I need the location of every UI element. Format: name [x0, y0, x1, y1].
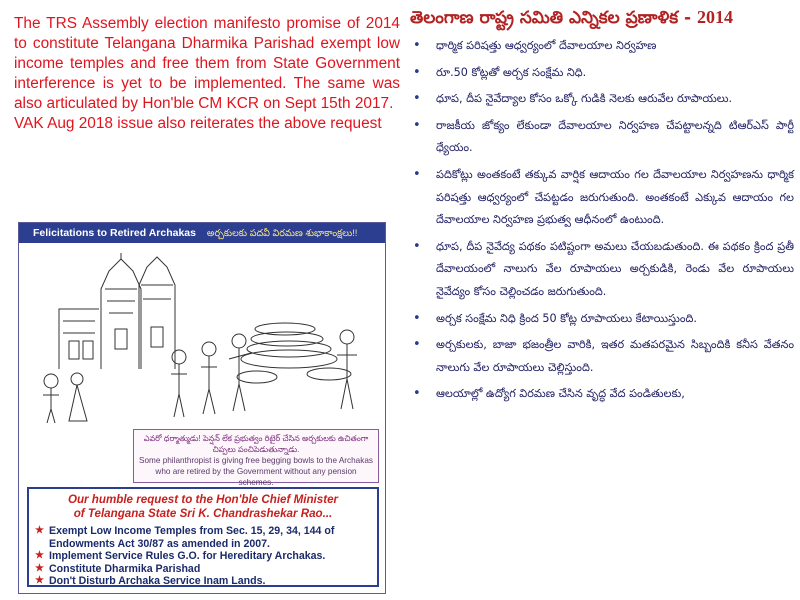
request-heading — [29, 493, 377, 521]
request-item: ★ Don't Disturb Archaka Service Inam Lands. — [35, 575, 266, 587]
request-item: ★ Exempt Low Income Temples from Sec. 15, 29, 34, 144 of Endowments Act 30/87 as amended in 2007. — [35, 525, 335, 550]
request-item: ★ Constitute Dharmika Parishad — [35, 562, 201, 575]
caption-telugu: ఎవరో ధర్మాత్ముడు! పెన్షన్ లేక ప్రభుత్వం రిటైర్ చేసిన అర్చకులకు ఉచితంగా చిప్పలు పంచిపెడుతున్నాడు. — [143, 434, 369, 454]
intro-paragraph-1: The TRS Assembly election manifesto promise of 2014 to constitute Telangana Dharmika Parishad exempt low income temples and free them from State Government interference is yet to be implemented. The same was also articulated by Hon'ble CM KCR on Sept 15th 2017. — [14, 15, 400, 112]
star-icon: ★ — [35, 562, 44, 574]
manifesto-title: తెలంగాణ రాష్ట్ర సమితి ఎన్నికల ప్రణాళిక - 2014 — [410, 7, 733, 28]
request-heading-line-1: Our humble request to the Hon'ble Chief Minister — [67, 493, 339, 506]
manifesto-title-text: తెలంగాణ రాష్ట్ర సమితి ఎన్నికల ప్రణాళిక — [410, 8, 679, 28]
poster-banner-english: Felicitations to Retired Archakas — [33, 227, 196, 239]
poster-banner — [19, 223, 385, 243]
bullet-icon: • — [413, 238, 421, 254]
request-item: ★ Implement Service Rules G.O. for Hereditary Archakas. — [35, 550, 326, 562]
manifesto-item: • ధూప, దీప నైవేద్యాల కోసం ఒక్కో గుడికి నెలకు ఆరువేల రూపాయలు. — [410, 88, 794, 111]
request-heading-line-2: of Telangana State Sri K. Chandrashekar Rao... — [73, 507, 333, 520]
bullet-icon: • — [413, 337, 421, 353]
felicitation-poster — [18, 222, 386, 594]
manifesto-column — [410, 6, 794, 410]
cartoon-illustration — [29, 249, 377, 423]
bullet-icon: • — [413, 310, 421, 326]
manifesto-year: 2014 — [696, 7, 733, 27]
bullet-icon: • — [413, 91, 421, 107]
begging-bowls-drawing — [237, 323, 351, 383]
bullet-icon: • — [413, 117, 421, 133]
bullet-icon: • — [413, 64, 421, 80]
caption-english: Some philanthropist is giving free begging bowls to the Archakas who are retired by the Government without any pension schemes. — [139, 456, 373, 487]
cartoon-caption — [133, 429, 379, 487]
request-list — [29, 525, 377, 588]
poster-banner-telugu: అర్చకులకు పదవీ విరమణ శుభాకాంక్షలు!! — [206, 228, 358, 239]
bullet-icon: • — [413, 386, 421, 402]
temple-gopuram-drawing — [59, 253, 175, 369]
manifesto-item: • ధార్మిక పరిషత్తు ఆధ్వర్యంలో దేవాలయాల నిర్వహణ — [410, 35, 794, 58]
manifesto-list — [410, 35, 794, 406]
manifesto-item: • రాజకీయ జోక్యం లేకుండా దేవాలయాల నిర్వహణ చేపట్టాలన్నది టిఆర్ఎస్ పార్టీ ధ్యేయం. — [410, 115, 794, 160]
star-icon: ★ — [35, 575, 44, 586]
intro-paragraph-2: VAK Aug 2018 issue also reiterates the above request — [14, 115, 382, 132]
manifesto-item: • రూ.50 కోట్లతో అర్చక సంక్షేమ నిధి. — [410, 62, 794, 85]
manifesto-item: • పదికోట్లు అంతకంటే తక్కువ వార్షిక ఆదాయం గల దేవాలయాల నిర్వహణను ధార్మిక పరిషత్తు ఆధ్వర్యంలో చేపట్టడం జరుగుతుంది. అంతకంటే ఎక్కువ ఆదాయం గల దేవాలయాల నిర్వహణ ప్రభుత్వ ఆధీనంలో ఉంటుంది. — [410, 164, 794, 232]
star-icon: ★ — [35, 550, 44, 561]
intro-text-block — [14, 14, 400, 134]
manifesto-item: • ఆలయాల్లో ఉద్యోగ విరమణ చేసిన వృద్ధ వేద పండితులకు, — [410, 383, 794, 406]
bullet-icon: • — [413, 38, 421, 53]
star-icon: ★ — [35, 525, 44, 536]
manifesto-item: • ధూప, దీప నైవేద్య పథకం పటిష్టంగా అమలు చేయబడుతుంది. ఈ పథకం క్రింద ప్రతీ దేవాలయంలో నాలుగు వేల రూపాయలు అర్చకుడికి, రెండు వేల రూపాయలు నైవేద్యం కోసం చెల్లించడం జరుగుతుంది. — [410, 236, 794, 304]
manifesto-item: • అర్చకులకు, బాజా భజంత్రీల వారికి, ఇతర మతపరమైన సిబ్బందికి కనీస వేతనం నాలుగు వేల రూపాయలు చెల్లిస్తుంది. — [410, 334, 794, 379]
bullet-icon: • — [413, 166, 421, 182]
manifesto-item: • అర్చక సంక్షేమ నిధి క్రింద 50 కోట్ల రూపాయలు కేటాయిస్తుంది. — [410, 308, 794, 331]
request-box — [27, 487, 379, 587]
